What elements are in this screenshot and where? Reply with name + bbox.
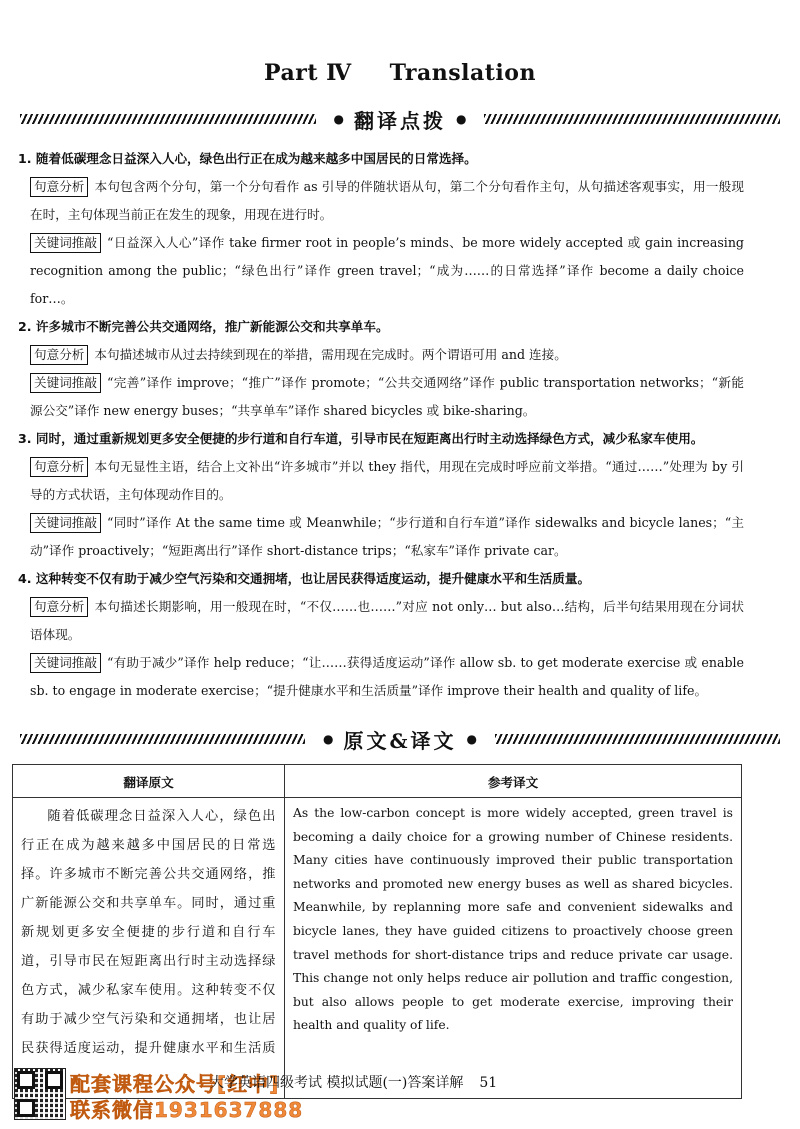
page-number: 51 [479,1075,498,1091]
keyword-tag: 关键词推敲 [30,653,101,673]
tip-item [18,145,744,313]
tip-question: 2. 许多城市不断完善公共交通网络，推广新能源公交和共享单车。 [18,319,389,334]
section-header-text [20,724,780,754]
keyword-tag: 关键词推敲 [30,373,101,393]
table-header-row [13,765,742,798]
keyword-text: “同时”译作 At the same time 或 Meanwhile；“步行道和自行车道”译作 sidewalks and bicycle lanes；“主动”译作 proactively；“短距离出行”译作 short-distance trips；“私家车”译作 private car。 [30,515,744,558]
hatch-divider-left [20,114,316,124]
keyword-tag: 关键词推敲 [30,233,101,253]
section-label-tips: 翻译点拨 [354,108,446,133]
keyword-text: “有助于减少”译作 help reduce；“让……获得适度运动”译作 allow sb. to get moderate exercise 或 enable sb. to engage in moderate exercise；“提升健康水平和生活质量”译作 improve their health and quality of life。 [30,655,744,698]
part-label: Part Ⅳ [264,60,352,86]
analysis-text: 本句描述城市从过去持续到现在的举措，需用现在完成时。两个谓语可用 and 连接。 [94,347,567,362]
analysis-tag: 句意分析 [30,597,88,617]
bullet-icon: ● [456,112,467,126]
tip-question: 4. 这种转变不仅有助于减少空气污染和交通拥堵，也让居民获得适度运动，提升健康水平和生活质量。 [18,571,591,586]
analysis-text: 本句描述长期影响，用一般现在时，“不仅……也……”对应 not only… but also…结构，后半句结果用现在分词状语体现。 [30,599,744,642]
section-label-text: 原文&译文 [343,728,457,753]
analysis-tag: 句意分析 [30,345,88,365]
analysis-text: 本句包含两个分句，第一个分句看作 as 引导的伴随状语从句，第二个分句看作主句，从句描述客观事实，用一般现在时，主句体现当前正在发生的现象，用现在进行时。 [30,179,744,222]
tip-item [18,565,744,705]
analysis-text: 本句无显性主语，结合上文补出“许多城市”并以 they 指代，用现在完成时呼应前文举措。“通过……”处理为 by 引导的方式状语，主句体现动作目的。 [30,459,744,502]
reference-text-cell: As the low-carbon concept is more widely accepted, green travel is becoming a daily choice for a growing number of Chinese residents. Many cities have continuously improved their public transportation networks and promoted new energy buses as well as shared bicycles. Meanwhile, by replanning more safe and convenient sidewalks and bicycle lanes, they have guided citizens to proactively choose green travel methods for short-distance trips and reduce private car usage. This change not only helps reduce air pollution and traffic congestion, but also allows people to get moderate exercise, improving their health and quality of life. [285,798,742,1099]
hatch-divider-right [495,734,780,744]
analysis-tag: 句意分析 [30,177,88,197]
tip-item [18,313,744,425]
bullet-icon: ● [333,112,344,126]
column-header-source: 翻译原文 [13,765,285,798]
hatch-divider-left [20,734,305,744]
qr-code-icon [14,1068,66,1120]
running-footer [210,1072,497,1092]
table-row [13,798,742,1099]
bullet-icon: ● [466,732,478,746]
page-title [0,60,800,86]
bullet-icon: ● [322,732,334,746]
tip-item [18,425,744,565]
tip-question: 3. 同时，通过重新规划更多安全便捷的步行道和自行车道，引导市民在短距离出行时主动选择绿色方式，减少私家车使用。 [18,431,704,446]
translation-tips [18,145,744,705]
analysis-tag: 句意分析 [30,457,88,477]
section-header-tips [20,104,780,134]
hatch-divider-right [484,114,780,124]
keyword-tag: 关键词推敲 [30,513,101,533]
tip-question: 1. 随着低碳理念日益深入人心，绿色出行正在成为越来越多中国居民的日常选择。 [18,151,477,166]
column-header-reference: 参考译文 [285,765,742,798]
running-title: 大学英语四级考试 模拟试题(一)答案详解 [210,1075,464,1091]
source-text-cell: 随着低碳理念日益深入人心，绿色出行正在成为越来越多中国居民的日常选择。许多城市不断完善公共交通网络，推广新能源公交和共享单车。同时，通过重新规划更多安全便捷的步行道和自行车道，引导市民在短距离出行时主动选择绿色方式，减少私家车使用。这种转变不仅有助于减少空气污染和交通拥堵，也让居民获得适度运动，提升健康水平和生活质 [13,798,285,1099]
promo-watermark-line2: 联系微信1931637888 [70,1098,304,1122]
keyword-text: “完善”译作 improve；“推广”译作 promote；“公共交通网络”译作 public transportation networks；“新能源公交”译作 new energy buses；“共享单车”译作 shared bicycles 或 bike-sharing。 [30,375,744,418]
section-title: Translation [389,60,536,86]
translation-table [12,764,742,1099]
keyword-text: “日益深入人心”译作 take firmer root in people’s minds、be more widely accepted 或 gain increasing recognition among the public；“绿色出行”译作 green travel；“成为……的日常选择”译作 become a daily choice for…。 [30,235,744,306]
promo-watermark-line1: 配套课程公众号[红中] [70,1072,280,1096]
page-footer [14,1068,774,1120]
